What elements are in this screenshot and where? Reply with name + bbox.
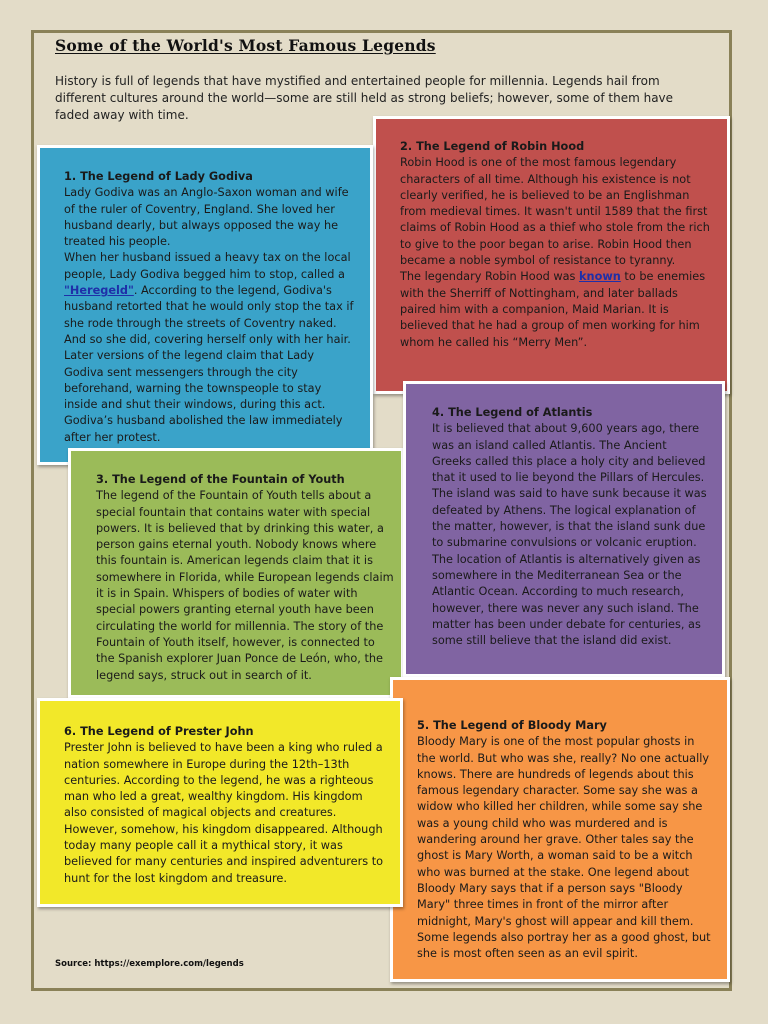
legend-box-prester-john (37, 698, 403, 907)
known-link[interactable]: known (579, 270, 621, 284)
legend-heading: 2. The Legend of Robin Hood (400, 140, 585, 153)
legend-text: Prester John is believed to have been a king who ruled a nation somewhere in Europe during the 12th–13th centuries. According to the legend, he was a righteous man who led a great, wealthy kingdom. His kingdom also consisted of magical objects and creatures. However, somehow, his kingdom disappeared. Although today many people call it a mythical story, it was believed for many centuries and inspired adventurers to hunt for the lost kingdom and treasure. (64, 741, 384, 885)
legend-heading: 5. The Legend of Bloody Mary (417, 719, 607, 732)
legend-box-atlantis (403, 381, 725, 677)
legend-text: It is believed that about 9,600 years ago, there was an island called Atlantis. The Ancient Greeks called this place a holy city and believed that it used to lie beyond the Pillars of Hercules. The island was said to have sunk because it was defeated by Athens. The logical explanation of the matter, however, is that the island sunk due to submarine convulsions or volcanic eruption. The location of Atlantis is alternatively given as somewhere in the Mediterranean Sea or the Atlantic Ocean. According to much research, however, there was never any such island. The matter has been under debate for centuries, as some still believe that the island did exist. (432, 422, 707, 648)
legend-box-fountain-of-youth (68, 448, 404, 698)
page-title: Some of the World's Most Famous Legends (55, 36, 436, 55)
source-citation: Source: https://exemplore.com/legends (55, 959, 244, 969)
legend-text: Robin Hood is one of the most famous legendary characters of all time. Although his existence is not clearly verified, he is believed to be an Englishman from medieval times. It wasn't until 1589 that the first claims of Robin Hood as a thief who stole from the rich to give to the poor began to arise. Robin Hood then became a noble symbol of resistance to tyranny. (400, 156, 710, 268)
legend-text-2 (64, 250, 356, 446)
legend-box-robin-hood (373, 116, 730, 394)
legend-text-span: to be enemies with the Sherriff of Nottingham, and later ballads paired him with a companion, Maid Marian. It is believed that he had a group of men working for him whom he called his “Merry Men”. (400, 270, 706, 349)
legend-text-2 (400, 269, 713, 350)
legend-heading: 1. The Legend of Lady Godiva (64, 170, 253, 183)
intro-paragraph: History is full of legends that have mystified and entertained people for millennia. Legends hail from different cultures around the world—some are still held as strong beliefs; however, some of them have faded away with time. (55, 74, 674, 122)
legend-text-span: The legendary Robin Hood was (400, 270, 580, 284)
legend-text-span: . According to the legend, Godiva's husband retorted that he would only stop the tax if she rode through the streets of Coventry naked. And so she did, covering herself only with her hair. Later versions of the legend claim that Lady Godiva sent messengers through the city beforehand, warning the townspeople to stay inside and shut their windows, during this act. Godiva’s husband abolished the law immediately after her protest. (64, 284, 354, 444)
legend-heading: 6. The Legend of Prester John (64, 725, 254, 738)
heregeld-link[interactable]: "Heregeld" (64, 284, 134, 298)
legend-heading: 4. The Legend of Atlantis (432, 406, 593, 419)
legend-box-bloody-mary (390, 677, 730, 982)
legend-text: Bloody Mary is one of the most popular ghosts in the world. But who was she, really? No one actually knows. There are hundreds of legends about this famous legendary character. Some say she was a widow who killed her children, while some say she was a young child who was murdered and is wandering around her grave. Other tales say the ghost is Mary Worth, a woman said to be a witch who was burned at the stake. One legend about Bloody Mary says that if a person says "Bloody Mary" three times in front of the mirror after midnight, Mary's ghost will appear and kill them. Some legends also portray her as a good ghost, but she is most often seen as an evil spirit. (417, 735, 711, 961)
legend-heading: 3. The Legend of the Fountain of Youth (96, 473, 345, 486)
legend-text: Lady Godiva was an Anglo-Saxon woman and wife of the ruler of Coventry, England. She loved her husband dearly, but always opposed the way he treated his people. (64, 186, 349, 249)
legend-text: The legend of the Fountain of Youth tells about a special fountain that contains water with special powers. It is believed that by drinking this water, a person gains eternal youth. Nobody knows where this fountain is. American legends claim that it is somewhere in Florida, while European legends claim it is in Spain. Whispers of bodies of water with special powers granting eternal youth have been circulating the world for millennia. The story of the Fountain of Youth itself, however, is connected to the Spanish explorer Juan Ponce de León, who, the legend says, struck out in search of it. (96, 489, 394, 682)
legend-text-span: When her husband issued a heavy tax on the local people, Lady Godiva begged him to stop, called a (64, 251, 351, 281)
legend-box-lady-godiva (37, 145, 373, 465)
